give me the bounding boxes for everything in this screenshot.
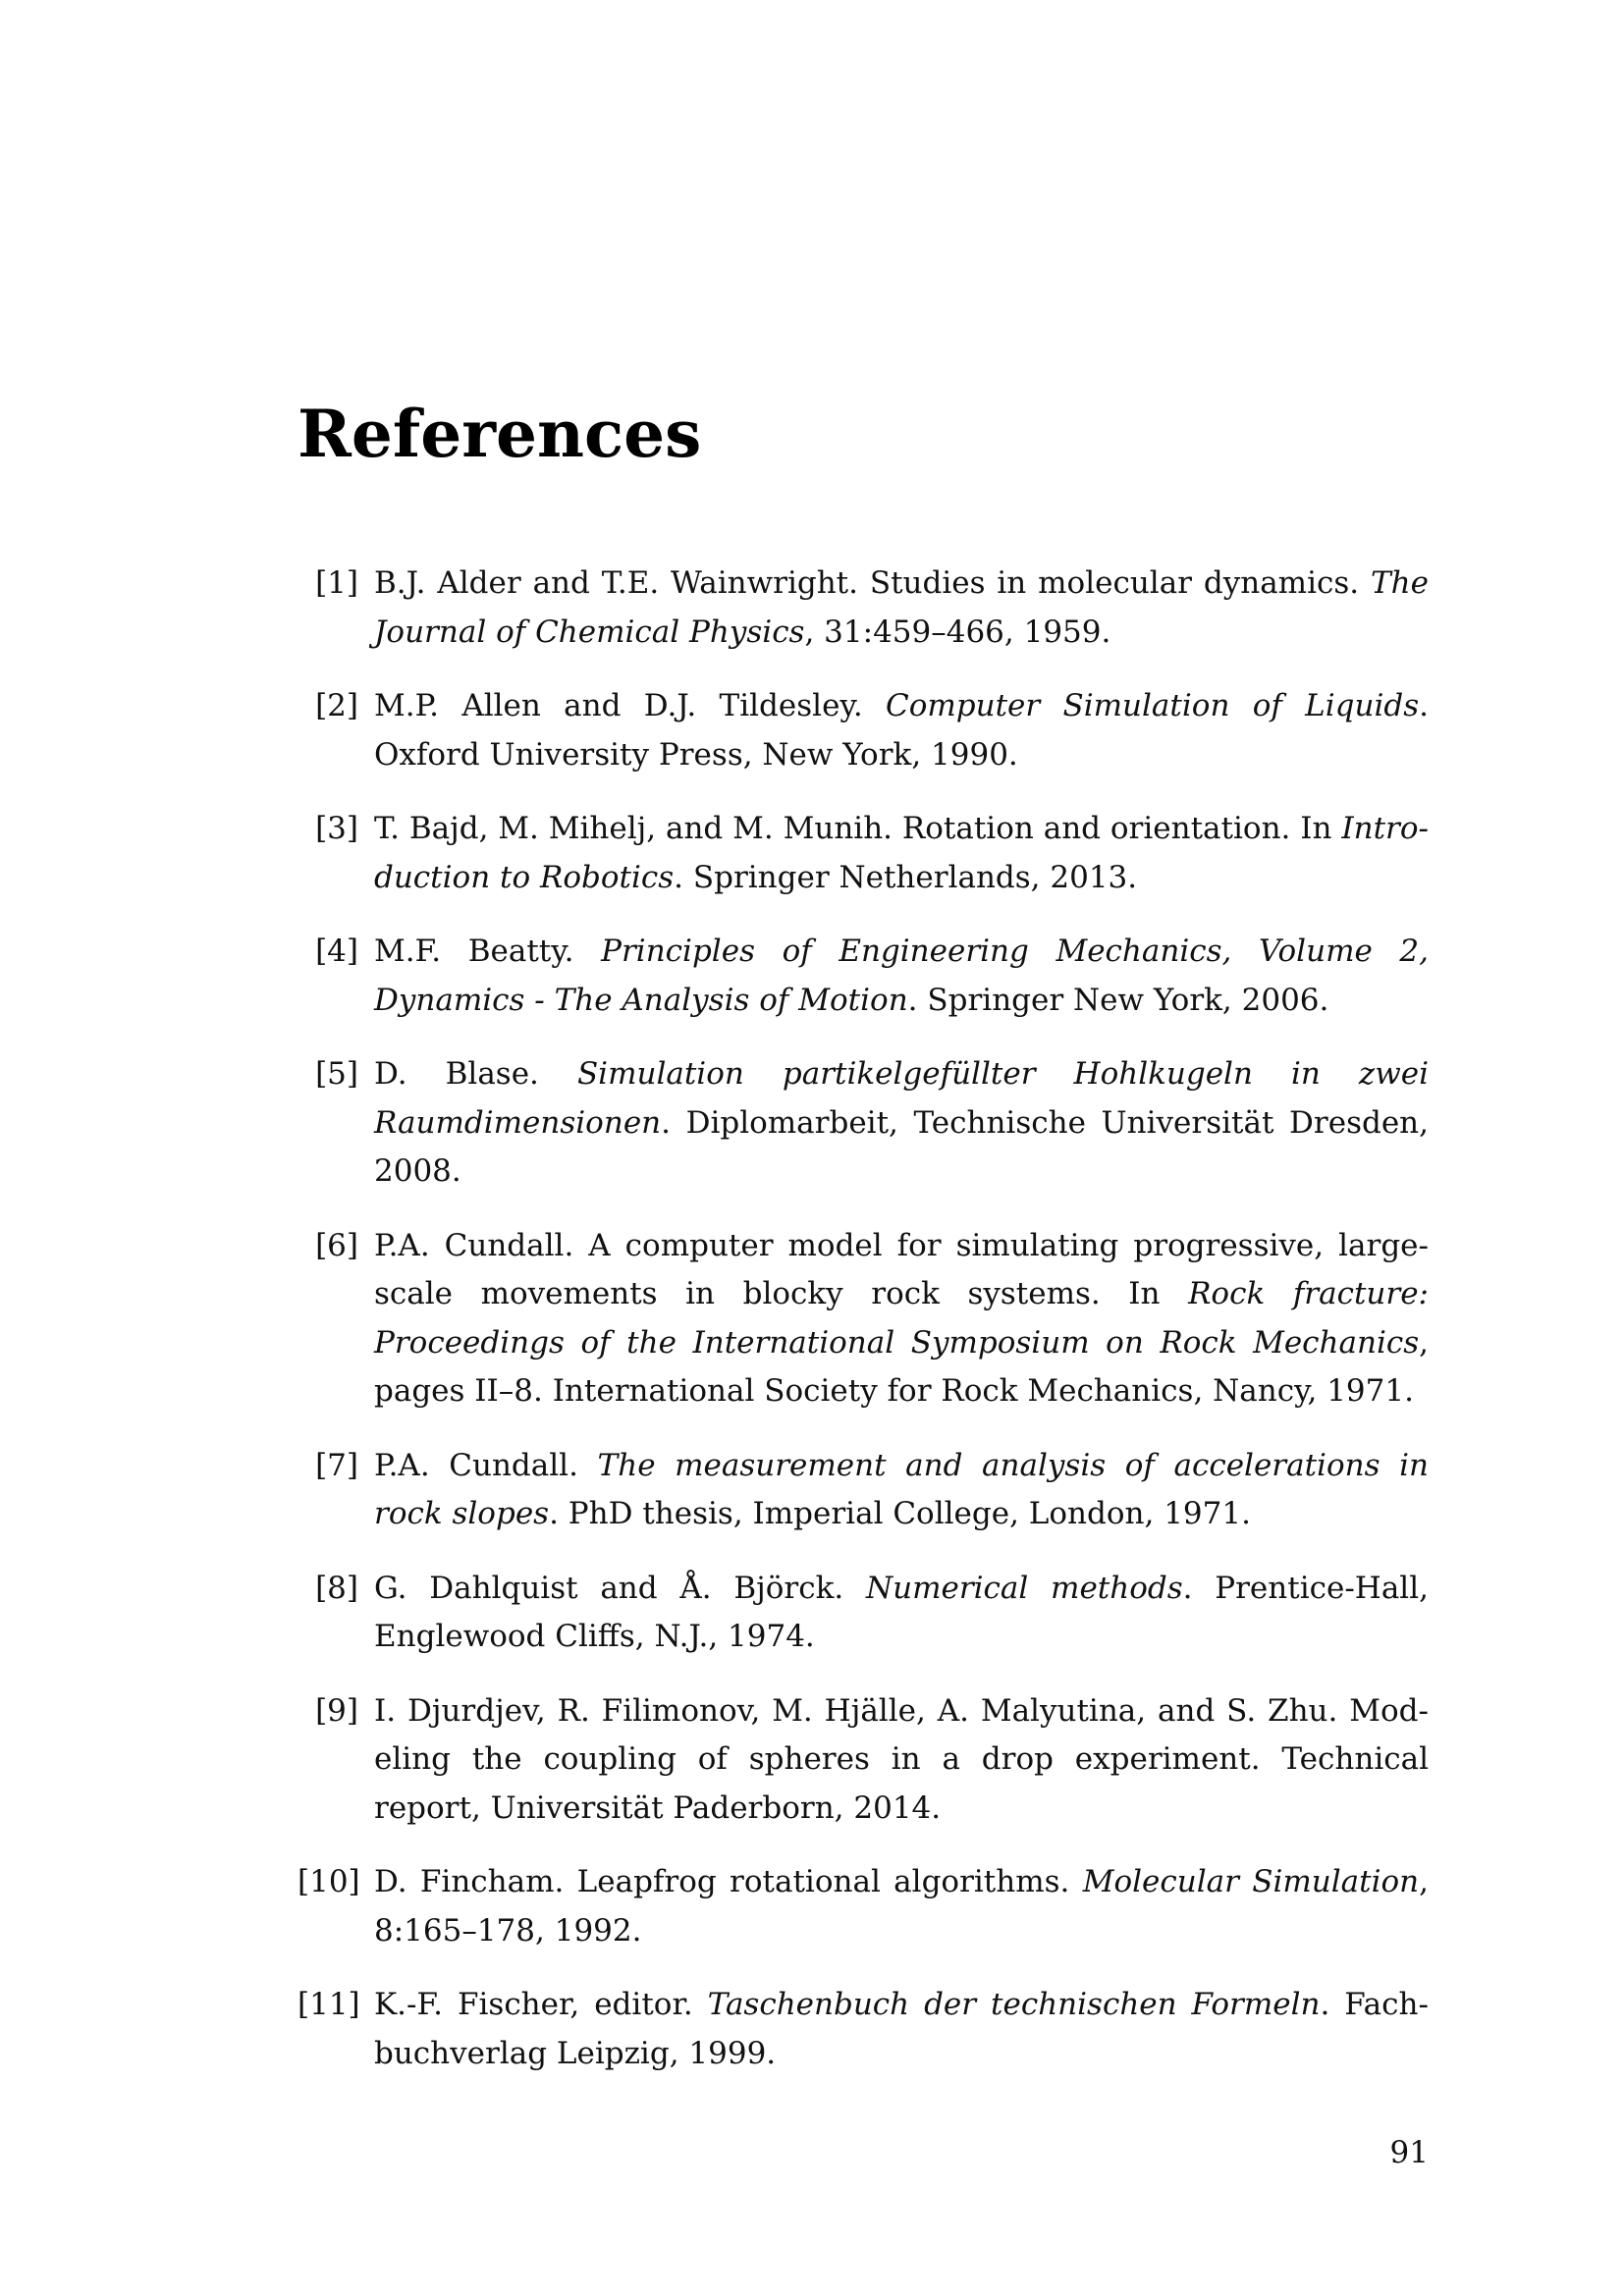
reference-text-segment: T. Bajd, M. Mihelj, and M. Munih. Rotation and orientation. In — [374, 811, 1342, 846]
reference-text-segment: . Diplomarbeit, Technische Universität Dresden, 2008. — [374, 1104, 1429, 1189]
reference-text-segment: P.A. Cundall. A computer model for simulating progressive, large-scale movements in blocky rock systems. In — [374, 1227, 1429, 1311]
reference-text-segment: M.P. Allen and D.J. Tildesley. — [374, 688, 886, 723]
reference-entry — [298, 560, 1429, 657]
reference-text-segment: . Prentice-Hall, Englewood Cliffs, N.J., 1974. — [374, 1570, 1429, 1654]
reference-entry — [298, 1981, 1429, 2078]
reference-italic-title: Numerical methods — [865, 1570, 1183, 1606]
reference-text-segment: . Fachbuchverlag Leipzig, 1999. — [374, 1987, 1429, 2071]
reference-label: [10] — [298, 1864, 360, 1899]
reference-text-segment: M.F. Beatty. — [374, 934, 602, 969]
page-title: References — [298, 396, 702, 472]
reference-label: [3] — [315, 811, 358, 846]
reference-list — [298, 560, 1429, 2104]
reference-label: [7] — [315, 1447, 358, 1483]
reference-italic-title: Rock fracture: Proceedings of the International Symposium on Rock Mechanics — [374, 1276, 1429, 1361]
reference-text — [374, 1571, 1429, 1655]
reference-label: [11] — [298, 1987, 360, 2022]
reference-entry — [298, 1687, 1429, 1834]
reference-text — [374, 1864, 1429, 1949]
reference-italic-title: Principles of Engineering Mechanics, Volume 2, Dynamics - The Analysis of Motion — [374, 934, 1429, 1018]
reference-text-segment: K.-F. Fischer, editor. — [374, 1987, 708, 2022]
reference-text-segment: D. Fincham. Leapfrog rotational algorithms. — [374, 1864, 1083, 1899]
reference-italic-title: Taschenbuch der technischen Formeln — [707, 1987, 1321, 2022]
reference-text-segment: , pages II–8. International Society for Rock Mechanics, Nancy, 1971. — [374, 1324, 1429, 1409]
reference-italic-title: Introduction to Robotics — [374, 811, 1429, 895]
reference-italic-title: Simulation partikelgefüllter Hohlkugeln in zwei Raumdimensionen — [374, 1056, 1429, 1141]
reference-text — [374, 1228, 1429, 1410]
reference-entry — [298, 1858, 1429, 1955]
reference-entry — [298, 1222, 1429, 1416]
reference-text-segment: . Springer New York, 2006. — [907, 982, 1329, 1018]
reference-label: [5] — [315, 1056, 358, 1092]
reference-text — [374, 1056, 1429, 1189]
reference-italic-title: Molecular Simulation — [1082, 1864, 1420, 1899]
reference-text-segment: . Springer Netherlands, 2013. — [674, 859, 1138, 895]
reference-label: [9] — [315, 1692, 358, 1729]
reference-entry — [298, 1442, 1429, 1539]
reference-text — [374, 811, 1429, 895]
reference-text-segment: . PhD thesis, Imperial College, London, 1971. — [549, 1496, 1251, 1531]
reference-label: [6] — [315, 1227, 358, 1263]
reference-text — [374, 1987, 1429, 2071]
reference-label: [8] — [315, 1570, 358, 1606]
reference-label: [1] — [315, 565, 358, 601]
reference-text-segment: P.A. Cundall. — [374, 1447, 598, 1483]
page-number: 91 — [1389, 2135, 1429, 2170]
reference-text — [374, 934, 1429, 1018]
reference-entry — [298, 928, 1429, 1025]
reference-text-segment: G. Dahlquist and Å. Björck. — [374, 1570, 866, 1606]
reference-text — [374, 688, 1429, 773]
reference-entry — [298, 682, 1429, 779]
reference-text — [374, 1448, 1429, 1532]
reference-text-segment: I. Djurdjev, R. Filimonov, M. Hjälle, A. Malyutina, and S. Zhu. Modeling the coupling of spheres in a drop experiment. Technical report, Universität Paderborn, 2014. — [374, 1692, 1429, 1826]
reference-entry — [298, 1565, 1429, 1662]
reference-text-segment: , 8:165–178, 1992. — [374, 1864, 1429, 1949]
reference-italic-title: The Journal of Chemical Physics — [374, 565, 1429, 650]
reference-text-segment: . Oxford University Press, New York, 1990. — [374, 688, 1429, 773]
reference-italic-title: Computer Simulation of Liquids — [885, 688, 1420, 723]
reference-text-segment: , 31:459–466, 1959. — [804, 614, 1111, 650]
reference-entry — [298, 805, 1429, 902]
reference-italic-title: The measurement and analysis of accelerations in rock slopes — [374, 1447, 1429, 1531]
reference-text-segment: D. Blase. — [374, 1056, 577, 1092]
reference-text — [374, 1693, 1429, 1826]
reference-label: [4] — [315, 934, 358, 969]
reference-text — [374, 565, 1429, 650]
reference-entry — [298, 1050, 1429, 1197]
reference-label: [2] — [315, 688, 358, 723]
reference-text-segment: B.J. Alder and T.E. Wainwright. Studies in molecular dynamics. — [374, 565, 1371, 601]
